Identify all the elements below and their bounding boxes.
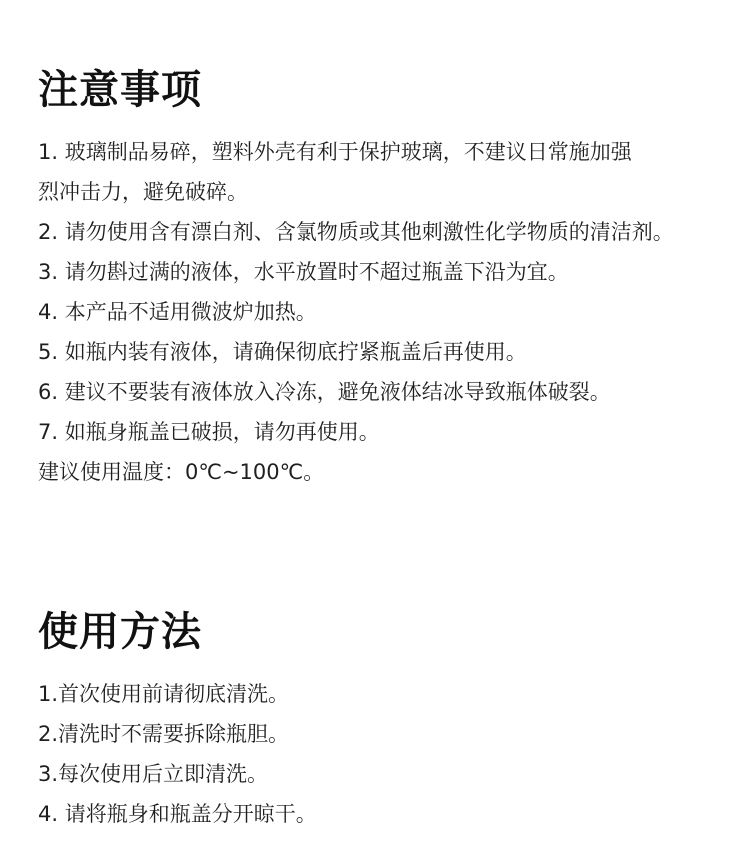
- usage-list: [38, 674, 730, 834]
- precaution-item-1-continued: 烈冲击力，避免破碎。: [38, 180, 248, 204]
- precaution-item-1: 1. 玻璃制品易碎，塑料外壳有利于保护玻璃，不建议日常施加强: [38, 140, 632, 164]
- precaution-item-6: 6. 建议不要装有液体放入冷冻，避免液体结冰导致瓶体破裂。: [38, 380, 611, 404]
- precaution-item-4: 4. 本产品不适用微波炉加热。: [38, 300, 317, 324]
- precaution-item-7: 7. 如瓶身瓶盖已破损，请勿再使用。: [38, 420, 380, 444]
- precautions-list: [38, 132, 730, 492]
- usage-item-1: 1.首次使用前请彻底清洗。: [38, 682, 290, 706]
- precaution-item-2: 2. 请勿使用含有漂白剂、含氯物质或其他刺激性化学物质的清洁剂。: [38, 220, 674, 244]
- usage-title: 使用方法: [38, 609, 202, 655]
- usage-item-4: 4. 请将瓶身和瓶盖分开晾干。: [38, 802, 317, 826]
- usage-section: [38, 604, 730, 834]
- precaution-item-3: 3. 请勿斟过满的液体，水平放置时不超过瓶盖下沿为宜。: [38, 260, 569, 284]
- precautions-title: 注意事项: [38, 67, 202, 113]
- usage-item-2: 2.清洗时不需要拆除瓶胆。: [38, 722, 290, 746]
- recommended-temperature: 建议使用温度：0℃~100℃。: [38, 460, 325, 484]
- precautions-section: [38, 62, 730, 492]
- usage-item-3: 3.每次使用后立即清洗。: [38, 762, 269, 786]
- precaution-item-5: 5. 如瓶内装有液体，请确保彻底拧紧瓶盖后再使用。: [38, 340, 527, 364]
